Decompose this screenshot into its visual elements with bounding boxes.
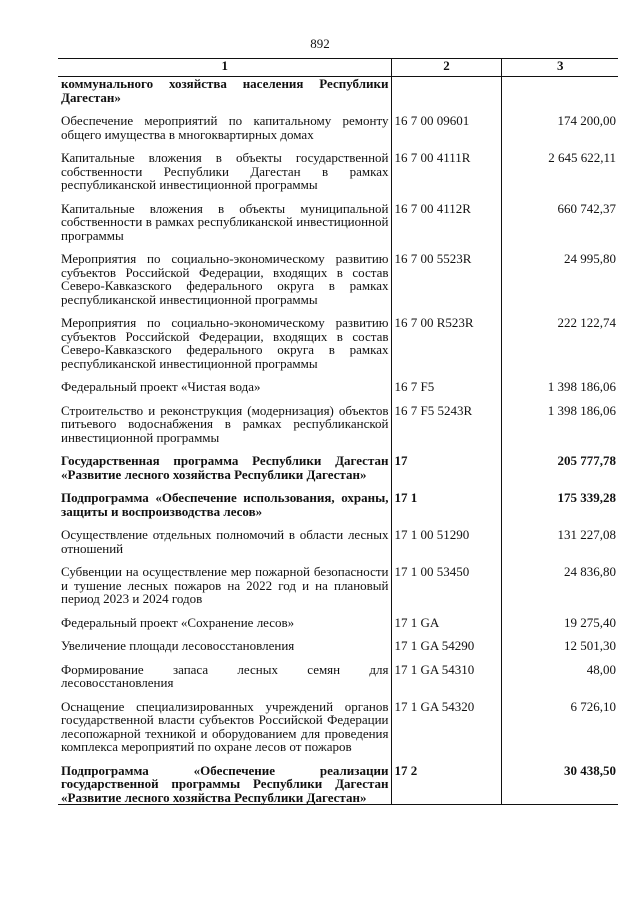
row-name: Государственная программа Республики Дагестан «Развитие лесного хозяйства Республики Дагестан» [61,453,389,482]
row-name: Осуществление отдельных полномочий в области лесных отношений [61,527,389,556]
spacer-cell [391,653,501,663]
spacer-cell [58,192,391,202]
row-amount: 24 836,80 [501,565,618,606]
row-code: 17 1 [391,491,501,518]
table-row [58,316,618,370]
table-row [58,491,618,518]
table-row [58,77,618,105]
row-amount [501,77,618,105]
row-name: Строительство и реконструкция (модернизация) объектов питьевого водоснабжения в рамках республиканской инвестиционной программы [61,402,389,445]
row-code: 17 2 [391,764,501,805]
row-amount: 660 742,37 [501,202,618,243]
row-name: Обеспечение мероприятий по капитальному ремонту общего имущества в многоквартирных домах [61,113,389,142]
spacer-cell [58,690,391,700]
row-amount: 131 227,08 [501,528,618,555]
row-name: Увеличение площади лесовосстановления [61,638,295,653]
page-number: 892 [310,36,330,51]
spacer-cell [58,754,391,764]
row-name: Капитальные вложения в объекты государственной собственности Республики Дагестан в рамках республиканской инвестиционной программы [61,150,389,192]
row-name: Мероприятия по социально-экономическому развитию субъектов Российской Федерации, входящих в состав Северо-Кавказского федерального округа в рамках республиканской инвестиционной программы [61,251,389,307]
spacer-cell [501,394,618,404]
row-amount: 175 339,28 [501,491,618,518]
row-amount: 222 122,74 [501,316,618,370]
row-code: 17 1 GA 54320 [391,700,501,754]
spacer-cell [58,606,391,616]
row-name: Формирование запаса лесных семян для лесовосстановления [61,661,389,690]
row-code [391,77,501,105]
row-name: Капитальные вложения в объекты муниципальной собственности в рамках республиканской инвестиционной программы [61,200,389,243]
table-row [58,454,618,481]
row-code: 17 [391,454,501,481]
table-row [58,114,618,141]
spacer-cell [501,606,618,616]
row-amount: 1 398 186,06 [501,380,618,394]
row-code: 17 1 00 53450 [391,565,501,606]
table-row [58,616,618,630]
row-amount: 1 398 186,06 [501,404,618,445]
table-row [58,663,618,690]
row-code: 16 7 00 4111R [391,151,501,192]
row-code: 16 7 F5 5243R [391,404,501,445]
table-row [58,151,618,192]
row-code: 17 1 GA 54310 [391,663,501,690]
row-name: Подпрограмма «Обеспечение реализации государственной программы Республики Дагестан «Развитие лесного хозяйства Республики Дагестан» [58,764,391,805]
row-name: Оснащение специализированных учреждений органов государственной власти субъектов Российской Федерации лесопожарной техникой и оборудованием для проведения комплекса мероприятий по охране лесов от пожаров [61,698,389,754]
row-code: 16 7 00 4112R [391,202,501,243]
row-name: Федеральный проект «Сохранение лесов» [61,614,295,630]
header-col-1: 1 [58,59,391,77]
table-header-row [58,59,618,77]
row-amount: 30 438,50 [501,764,618,805]
row-code: 16 7 00 5523R [391,252,501,306]
row-name: Мероприятия по социально-экономическому развитию субъектов Российской Федерации, входящих в состав Северо-Кавказского федерального округа в рамках республиканской инвестиционной программы [61,315,389,371]
spacer-cell [391,192,501,202]
row-code: 17 1 GA 54290 [391,639,501,653]
budget-table [58,58,618,805]
table-row [58,528,618,555]
spacer-cell [58,394,391,404]
row-code: 16 7 00 09601 [391,114,501,141]
table-row [58,700,618,754]
row-amount: 24 995,80 [501,252,618,306]
table-row [58,404,618,445]
row-amount: 19 275,40 [501,616,618,630]
spacer-cell [391,690,501,700]
row-spacer [58,653,618,663]
row-name: Федеральный проект «Чистая вода» [61,379,261,394]
table-row [58,639,618,653]
table-row [58,565,618,606]
table-row [58,764,618,805]
row-code: 16 7 00 R523R [391,316,501,370]
spacer-cell [501,192,618,202]
row-name: Подпрограмма «Обеспечение использования, охраны, защиты и воспроизводства лесов» [61,490,389,519]
row-amount: 6 726,10 [501,700,618,754]
row-spacer [58,690,618,700]
spacer-cell [501,690,618,700]
spacer-cell [391,394,501,404]
spacer-cell [391,606,501,616]
row-spacer [58,754,618,764]
row-amount: 12 501,30 [501,639,618,653]
row-spacer [58,192,618,202]
spacer-cell [501,754,618,764]
row-code: 17 1 00 51290 [391,528,501,555]
row-code: 17 1 GA [391,616,501,630]
spacer-cell [501,653,618,663]
row-code: 16 7 F5 [391,380,501,394]
row-amount: 48,00 [501,663,618,690]
row-amount: 2 645 622,11 [501,151,618,192]
row-spacer [58,606,618,616]
row-name: Субвенции на осуществление мер пожарной безопасности и тушение лесных пожаров на 2022 год и на плановый период 2023 и 2024 годов [61,564,389,606]
row-spacer [58,394,618,404]
row-amount: 174 200,00 [501,114,618,141]
row-name: коммунального хозяйства населения Республики Дагестан» [61,76,389,105]
table-row [58,202,618,243]
spacer-cell [391,754,501,764]
table-row [58,252,618,306]
table-body [58,77,618,805]
row-amount: 205 777,78 [501,454,618,481]
table-row [58,380,618,394]
header-col-2: 2 [391,59,501,77]
header-col-3: 3 [501,59,618,77]
spacer-cell [58,653,391,663]
